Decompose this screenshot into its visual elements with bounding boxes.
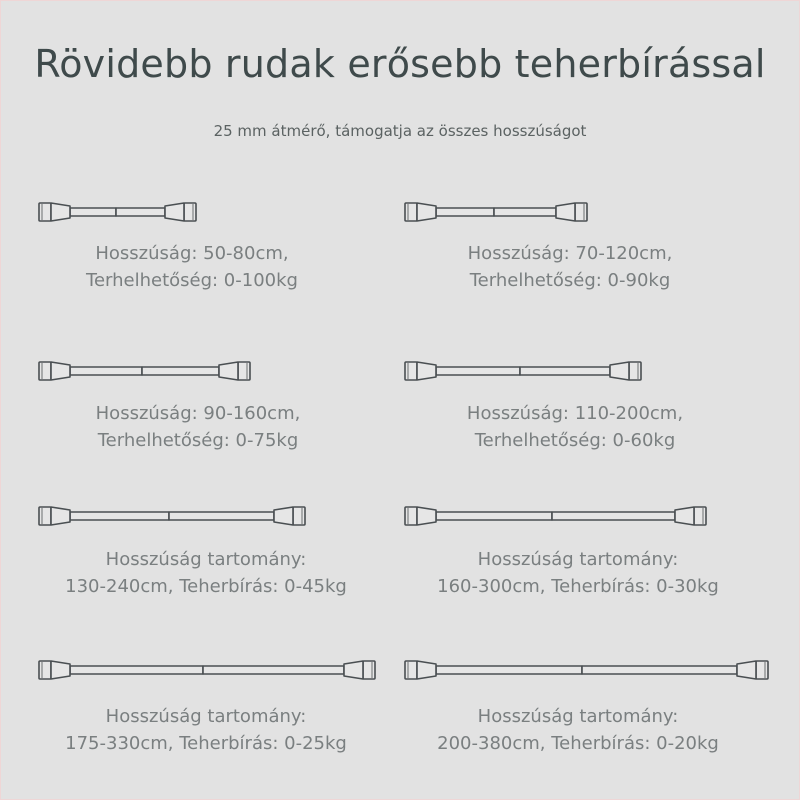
tension-rod-icon bbox=[38, 361, 251, 381]
rod-item-3 bbox=[38, 361, 251, 383]
page-title: Rövidebb rudak erősebb teherbírással bbox=[34, 42, 766, 86]
rod-caption-5 bbox=[56, 546, 356, 600]
caption-line-1: Hosszúság tartomány: bbox=[477, 549, 679, 570]
rod-item-6 bbox=[404, 506, 707, 528]
caption-line-2: Terhelhetőség: 0-100kg bbox=[86, 270, 298, 291]
caption-line-1: Hosszúság tartomány: bbox=[105, 549, 307, 570]
caption-line-2: 200-380cm, Teherbírás: 0-20kg bbox=[437, 733, 719, 754]
tension-rod-icon bbox=[404, 202, 588, 222]
caption-line-2: Terhelhetőség: 0-60kg bbox=[474, 430, 676, 451]
caption-line-1: Hosszúság tartomány: bbox=[105, 706, 307, 727]
rod-caption-1 bbox=[42, 240, 342, 294]
rod-caption-3 bbox=[48, 400, 348, 454]
rod-caption-2 bbox=[420, 240, 720, 294]
page-subtitle: 25 mm átmérő, támogatja az összes hosszúságot bbox=[213, 122, 587, 140]
tension-rod-icon bbox=[404, 506, 707, 526]
tension-rod-icon bbox=[38, 660, 376, 680]
rod-item-2 bbox=[404, 202, 588, 224]
rod-item-7 bbox=[38, 660, 376, 682]
caption-line-1: Hosszúság tartomány: bbox=[477, 706, 679, 727]
rod-item-5 bbox=[38, 506, 306, 528]
caption-line-1: Hosszúság: 70-120cm, bbox=[467, 243, 673, 264]
caption-line-2: 130-240cm, Teherbírás: 0-45kg bbox=[65, 576, 347, 597]
rod-item-8 bbox=[404, 660, 769, 682]
rod-caption-4 bbox=[425, 400, 725, 454]
caption-line-2: 160-300cm, Teherbírás: 0-30kg bbox=[437, 576, 719, 597]
caption-line-2: 175-330cm, Teherbírás: 0-25kg bbox=[65, 733, 347, 754]
caption-line-1: Hosszúság: 50-80cm, bbox=[95, 243, 289, 264]
caption-line-1: Hosszúság: 110-200cm, bbox=[466, 403, 684, 424]
rod-caption-8 bbox=[428, 703, 728, 757]
caption-line-1: Hosszúság: 90-160cm, bbox=[95, 403, 301, 424]
rod-caption-7 bbox=[56, 703, 356, 757]
rod-item-1 bbox=[38, 202, 197, 224]
caption-line-2: Terhelhetőség: 0-75kg bbox=[97, 430, 299, 451]
tension-rod-icon bbox=[38, 506, 306, 526]
rod-caption-6 bbox=[428, 546, 728, 600]
caption-line-2: Terhelhetőség: 0-90kg bbox=[469, 270, 671, 291]
rod-item-4 bbox=[404, 361, 642, 383]
tension-rod-icon bbox=[404, 660, 769, 680]
tension-rod-icon bbox=[404, 361, 642, 381]
tension-rod-icon bbox=[38, 202, 197, 222]
